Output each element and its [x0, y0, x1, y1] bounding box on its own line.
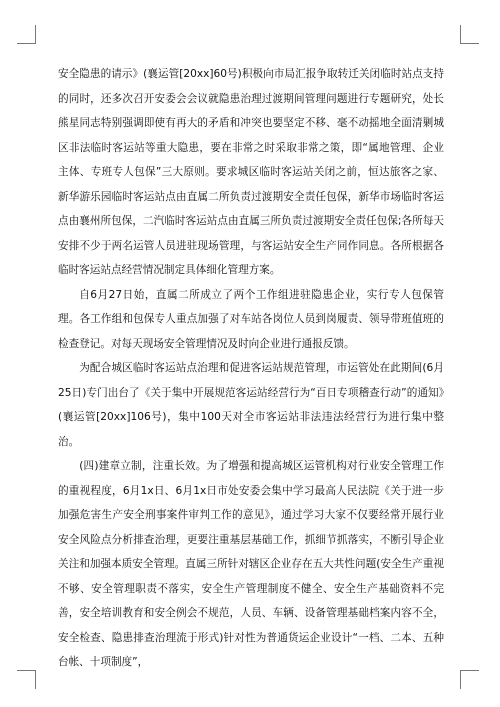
crop-mark-top-left: [17, 25, 36, 44]
crop-mark-bottom-right: [460, 670, 479, 689]
paragraph-rules-establishment: (四)建章立制，注重长效。为了增强和提高城区运管机构对行业安全管理工作的重视程度，6月1x日、6月1x日市处安委会集中学习最高人民法院《关于进一步加强危害生产安全刑事案件审判工作的意见》，通过学习大家不仅要经常开展行业安全风险点分析排查治理，更要注重基层基础工作，抓细节抓落实，不断引导企业关注和加强本质安全管理。直属三所针对辖区企业存在五大共性问题(安全生产重视不够、安全管理职责不落实，安全生产管理制度不健全、安全生产基础资料不完善，安全培训教育和安全例会不规范，人员、车辆、设备管理基础档案内容不全，安全检查、隐患排查治理流于形式)针对性为普通货运企业设计“一档、二本、五种台帐、十项制度”，: [58, 460, 444, 668]
crop-mark-top-right: [460, 25, 479, 44]
paragraph-work-groups: 自6月27日始，直属二所成立了两个工作组进驻隐患企业，实行专人包保管理。各工作组和包保专人重点加强了对车站各岗位人员到岗履责、领导带班值班的检查登记。对每天现场安全管理情况及时向企业进行通报反馈。: [58, 288, 444, 350]
document-body: [58, 62, 444, 675]
paragraph-continuation: 安全隐患的请示》(襄运管[20xx]60号)积极向市局汇报争取转迁关闭临时站点支持的同时，还多次召开安委会会议就隐患治理过渡期间管理问题进行专题研究，处长熊星同志特别强调即使有再大的矛盾和冲突也要坚定不移、毫不动摇地全面清剿城区非法临时客运站等重大隐患，要在非常之时采取非常之策，即“属地管理、企业主体、专班专人包保”三大原则。要求城区临时客运站关闭之前，恒达旅客之家、新华游乐园临时客运站点由直属二所负责过渡期安全责任包保，新华市场临时客运点由襄州所包保，二汽临时客运站点由直属三所负责过渡期安全责任包保;各所每天安排不少于两名运管人员进驻现场管理，与客运站安全生产同作同息。各所根据各临时客运站点经营情况制定具体细化管理方案。: [58, 68, 444, 276]
crop-mark-bottom-left: [17, 670, 36, 689]
paragraph-special-inspection: 为配合城区临时客运站点治理和促进客运站规范管理，市运管处在此期间(6月25日)专门出台了《关于集中开展规范客运站经营行为“百日专项稽查行动”的通知》(襄运管[20xx]106号)，集中100天对全市客运站非法违法经营行为进行集中整治。: [58, 362, 444, 448]
